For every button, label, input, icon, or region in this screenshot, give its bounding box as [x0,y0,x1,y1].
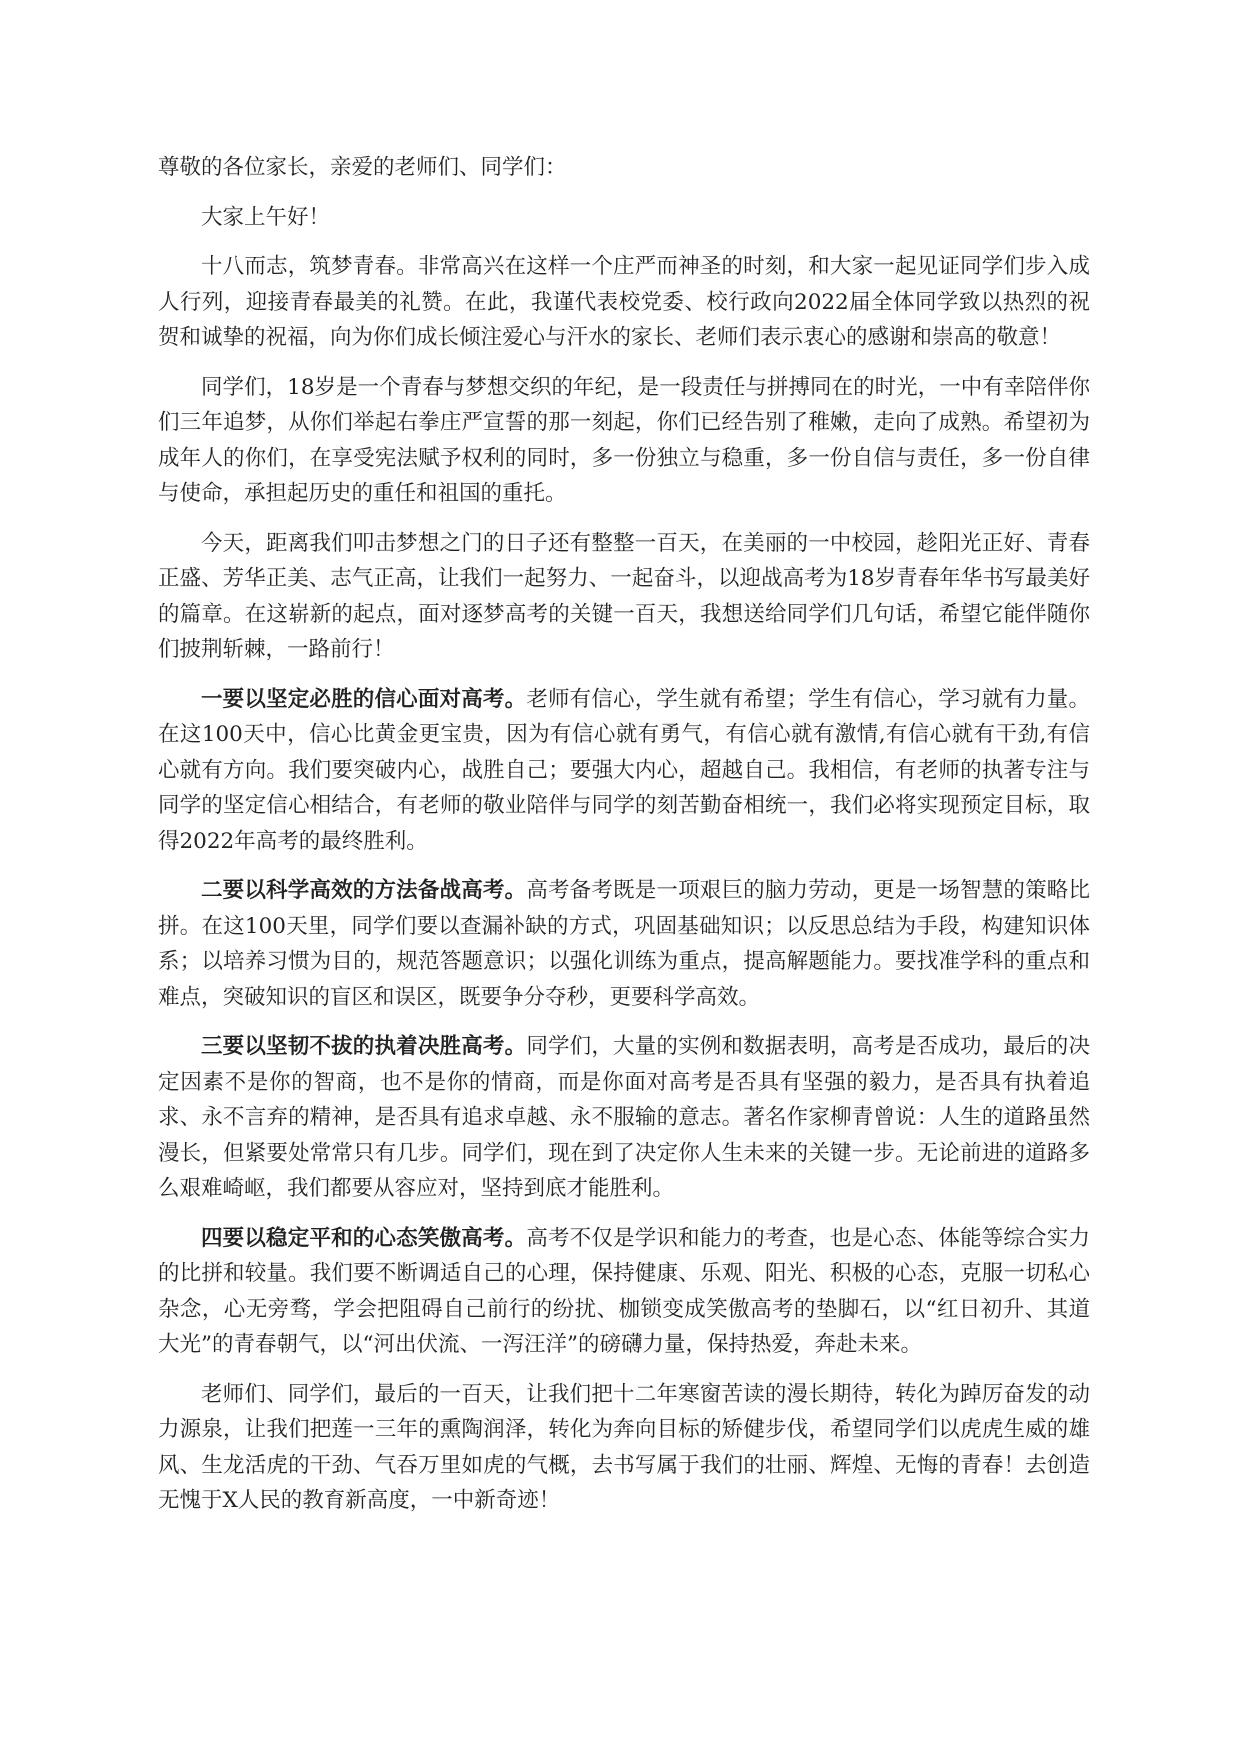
point-three-heading: 三要以坚韧不拔的执着决胜高考。 [201,1034,527,1059]
paragraph-hundred-days: 今天，距离我们叩击梦想之门的日子还有整整一百天，在美丽的一中校园，趁阳光正好、青春正盛、芳华正美、志气正高，让我们一起努力、一起奋斗，以迎战高考为18岁青春年华书写最美好的篇章。在这崭新的起点，面对逐梦高考的关键一百天，我想送给同学们几句话，希望它能伴随你们披荆斩棘，一路前行！ [158,530,1090,662]
point-two-heading: 二要以科学高效的方法备战高考。 [201,878,527,903]
paragraph-point-three [158,1029,1090,1207]
paragraph-point-four [158,1221,1090,1363]
paragraph-eighteen: 同学们，18岁是一个青春与梦想交织的年纪，是一段责任与拼搏同在的时光，一中有幸陪伴你们三年追梦，从你们举起右拳庄严宣誓的那一刻起，你们已经告别了稚嫩，走向了成熟。希望初为成年人的你们，在享受宪法赋予权利的同时，多一份独立与稳重，多一份自信与责任，多一份自律与使命，承担起历史的重任和祖国的重托。 [158,374,1090,506]
paragraph-point-one [158,682,1090,860]
paragraph-opening: 十八而志，筑梦青春。非常高兴在这样一个庄严而神圣的时刻，和大家一起见证同学们步入成人行列，迎接青春最美的礼赞。在此，我谨代表校党委、校行政向2022届全体同学致以热烈的祝贺和诚挚的祝福，向为你们成长倾注爱心与汗水的家长、老师们表示衷心的感谢和崇高的敬意！ [158,254,1090,350]
point-three-body: 同学们，大量的实例和数据表明，高考是否成功，最后的决定因素不是你的智商，也不是你的情商，而是你面对高考是否具有坚强的毅力，是否具有执着追求、永不言弃的精神，是否具有追求卓越、永不服输的意志。著名作家柳青曾说：人生的道路虽然漫长，但紧要处常常只有几步。同学们，现在到了决定你人生未来的关键一步。无论前进的道路多么艰难崎岖，我们都要从容应对，坚持到底才能胜利。 [158,1034,1090,1201]
point-one-body: 老师有信心，学生就有希望；学生有信心，学习就有力量。在这100天中，信心比黄金更宝贵，因为有信心就有勇气，有信心就有激情,有信心就有干劲,有信心就有方向。我们要突破内心，战胜自己；要强大内心，超越自己。我相信，有老师的执著专注与同学的坚定信心相结合，有老师的敬业陪伴与同学的刻苦勤奋相统一，我们必将实现预定目标，取得2022年高考的最终胜利。 [158,686,1090,854]
document-body [158,150,1090,1533]
paragraph-closing: 老师们、同学们，最后的一百天，让我们把十二年寒窗苦读的漫长期待，转化为踔厉奋发的动力源泉，让我们把莲一三年的熏陶润泽，转化为奔向目标的矫健步伐，希望同学们以虎虎生威的雄风、生龙活虎的干劲、气吞万里如虎的气概，去书写属于我们的壮丽、辉煌、无悔的青春！去创造无愧于X人民的教育新高度，一中新奇迹！ [158,1381,1090,1513]
point-four-body: 高考不仅是学识和能力的考查，也是心态、体能等综合实力的比拼和较量。我们要不断调适自己的心理，保持健康、乐观、阳光、积极的心态，克服一切私心杂念，心无旁骛，学会把阻碍自己前行的纷扰、枷锁变成笑傲高考的垫脚石，以“红日初升、其道大光”的青春朝气，以“河出伏流、一泻汪洋”的磅礴力量，保持热爱，奔赴未来。 [158,1225,1090,1357]
salutation: 尊敬的各位家长，亲爱的老师们、同学们： [158,155,567,180]
point-one-heading: 一要以坚定必胜的信心面对高考。 [201,686,527,712]
paragraph-point-two [158,873,1090,1015]
point-two-body: 高考备考既是一项艰巨的脑力劳动，更是一场智慧的策略比拼。在这100天里，同学们要以查漏补缺的方式，巩固基础知识；以反思总结为手段，构建知识体系；以培养习惯为目的，规范答题意识；以强化训练为重点，提高解题能力。要找准学科的重点和难点，突破知识的盲区和误区，既要争分夺秒，更要科学高效。 [158,878,1090,1010]
greeting: 大家上午好！ [201,204,331,230]
point-four-heading: 四要以稳定平和的心态笑傲高考。 [201,1225,527,1251]
